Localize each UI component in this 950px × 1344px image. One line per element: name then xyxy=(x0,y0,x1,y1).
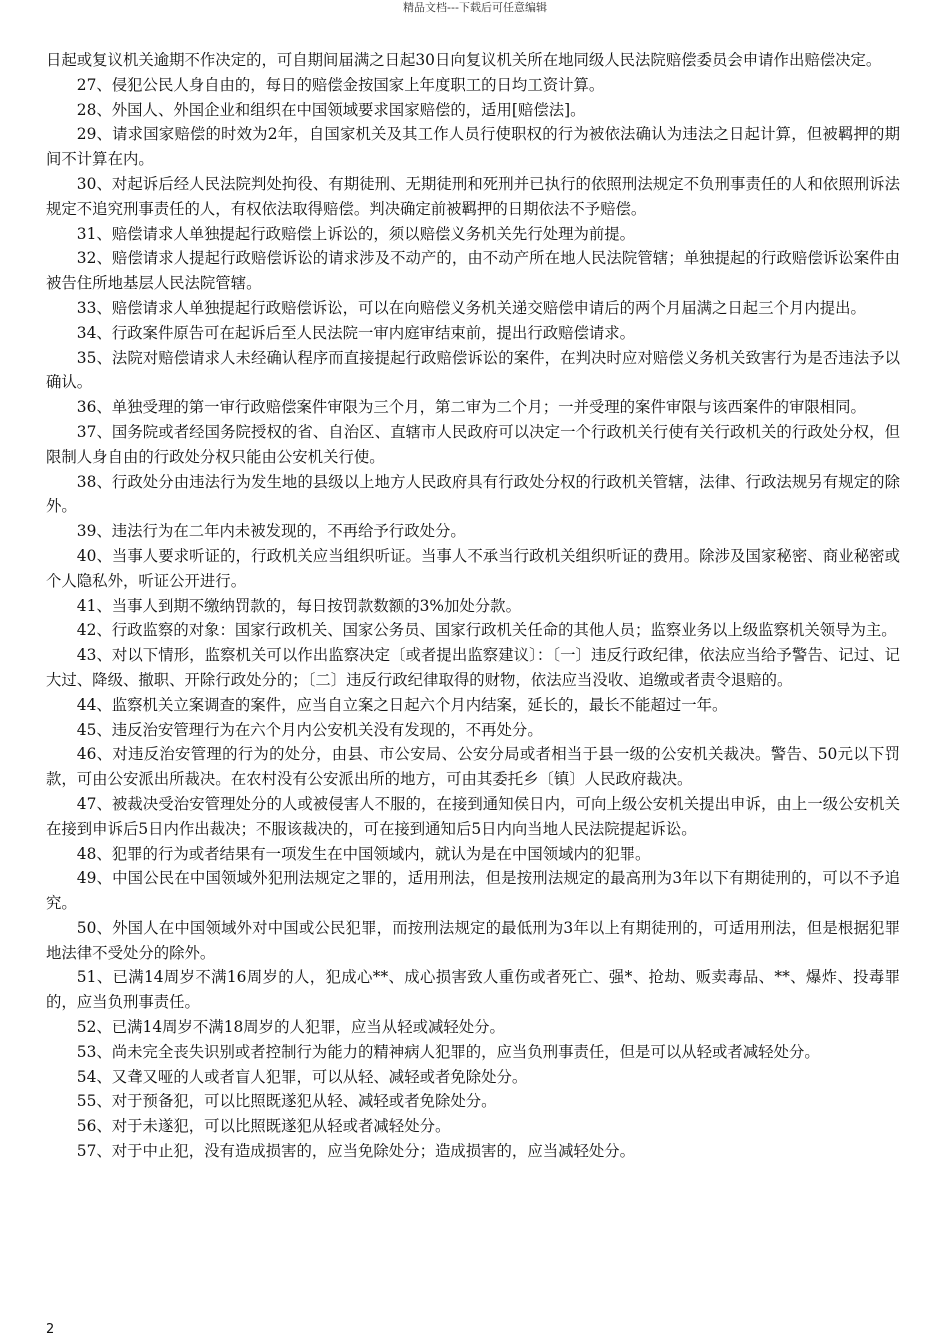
paragraph-continued: 日起或复议机关逾期不作决定的，可自期间届满之日起30日向复议机关所在地同级人民法院赔偿委员会申请作出赔偿决定。 xyxy=(46,51,882,69)
paragraph-27: 27、侵犯公民人身自由的，每日的赔偿金按国家上年度职工的日均工资计算。 xyxy=(76,75,605,94)
paragraph-54: 54、又聋又哑的人或者盲人犯罪，可以从轻、减轻或者免除处分。 xyxy=(76,1067,528,1086)
paragraph-32: 32、赔偿请求人提起行政赔偿诉讼的请求涉及不动产的，由不动产所在地人民法院管辖；单独提起的行政赔偿诉讼案件由被告住所地基层人民法院管辖。 xyxy=(46,249,900,293)
paragraph-46: 46、对违反治安管理的行为的处分，由县、市公安局、公安分局或者相当于县一级的公安机关裁决。警告、50元以下罚款，可由公安派出所裁决。在农村没有公安派出所的地方，可由其委托乡〔镇〕人民政府裁决。 xyxy=(46,745,900,789)
paragraph-45: 45、违反治安管理行为在六个月内公安机关没有发现的，不再处分。 xyxy=(76,720,543,739)
paragraph-49: 49、中国公民在中国领域外犯刑法规定之罪的，适用刑法，但是按刑法规定的最高刑为3年以下有期徒刑的，可以不予追究。 xyxy=(46,869,900,913)
paragraph-37: 37、国务院或者经国务院授权的省、自治区、直辖市人民政府可以决定一个行政机关行使有关行政机关的行政处分权，但限制人身自由的行政处分权只能由公安机关行使。 xyxy=(46,422,900,466)
paragraph-36: 36、单独受理的第一审行政赔偿案件审限为三个月，第二审为二个月；一并受理的案件审限与该西案件的审限相同。 xyxy=(76,398,866,417)
paragraph-29: 29、请求国家赔偿的时效为2年，自国家机关及其工作人员行使职权的行为被依法确认为违法之日起计算，但被羁押的期间不计算在内。 xyxy=(46,125,900,169)
paragraph-44: 44、监察机关立案调查的案件，应当自立案之日起六个月内结案，延长的，最长不能超过一年。 xyxy=(76,695,728,714)
paragraph-38: 38、行政处分由违法行为发生地的县级以上地方人民政府具有行政处分权的行政机关管辖，法律、行政法规另有规定的除外。 xyxy=(46,472,900,516)
paragraph-41: 41、当事人到期不缴纳罚款的，每日按罚款数额的3%加处分款。 xyxy=(76,596,521,615)
paragraph-43: 43、对以下情形，监察机关可以作出监察决定〔或者提出监察建议〕：〔一〕违反行政纪律，依法应当给予警告、记过、记大过、降级、撤职、开除行政处分的；〔二〕违反行政纪律取得的财物，依法应当没收、追缴或者责令退赔的。 xyxy=(46,646,900,689)
paragraph-48: 48、犯罪的行为或者结果有一项发生在中国领域内，就认为是在中国领域内的犯罪。 xyxy=(76,844,651,863)
paragraph-50: 50、外国人在中国领域外对中国或公民犯罪，而按刑法规定的最低刑为3年以上有期徒刑的，可适用刑法，但是根据犯罪地法律不受处分的除外。 xyxy=(46,918,900,962)
paragraph-55: 55、对于预备犯，可以比照既遂犯从轻、减轻或者免除处分。 xyxy=(76,1092,497,1111)
paragraph-53: 53、尚未完全丧失识别或者控制行为能力的精神病人犯罪的，应当负刑事责任，但是可以从轻或者减轻处分。 xyxy=(76,1042,820,1061)
paragraph-40: 40、当事人要求听证的，行政机关应当组织听证。当事人不承当行政机关组织听证的费用。除涉及国家秘密、商业秘密或个人隐私外，听证公开进行。 xyxy=(46,546,900,590)
paragraph-30: 30、对起诉后经人民法院判处拘役、有期徒刑、无期徒刑和死刑并已执行的依照刑法规定不负刑事责任的人和依照刑诉法规定不追究刑事责任的人，有权依法取得赔偿。判决确定前被羁押的日期依法不予赔偿。 xyxy=(46,174,900,218)
paragraph-56: 56、对于未遂犯，可以比照既遂犯从轻或者减轻处分。 xyxy=(76,1117,451,1136)
paragraph-57: 57、对于中止犯，没有造成损害的，应当免除处分；造成损害的，应当减轻处分。 xyxy=(76,1142,636,1161)
paragraph-28: 28、外国人、外国企业和组织在中国领域要求国家赔偿的，适用[赔偿法]。 xyxy=(76,100,586,119)
paragraph-42: 42、行政监察的对象：国家行政机关、国家公务员、国家行政机关任命的其他人员；监察业务以上级监察机关领导为主。 xyxy=(76,621,897,640)
paragraph-39: 39、违法行为在二年内未被发现的，不再给予行政处分。 xyxy=(76,522,466,541)
paragraph-47: 47、被裁决受治安管理处分的人或被侵害人不服的，在接到通知侯日内，可向上级公安机关提出申诉，由上一级公安机关在接到申诉后5日内作出裁决；不服该裁决的，可在接到通知后5日内向当地人民法院提起诉讼。 xyxy=(46,794,900,838)
page-header: 精品文档---下载后可任意编辑 xyxy=(403,1,547,14)
document-body xyxy=(46,48,900,1164)
paragraph-35: 35、法院对赔偿请求人未经确认程序而直接提起行政赔偿诉讼的案件，在判决时应对赔偿义务机关致害行为是否违法予以确认。 xyxy=(46,348,900,392)
paragraph-31: 31、赔偿请求人单独提起行政赔偿上诉讼的，须以赔偿义务机关先行处理为前提。 xyxy=(76,224,636,243)
paragraph-33: 33、赔偿请求人单独提起行政赔偿诉讼，可以在向赔偿义务机关递交赔偿申请后的两个月届满之日起三个月内提出。 xyxy=(76,298,866,317)
paragraph-34: 34、行政案件原告可在起诉后至人民法院一审内庭审结束前，提出行政赔偿请求。 xyxy=(76,323,636,342)
page-number: 2 xyxy=(46,1322,55,1337)
paragraph-52: 52、已满14周岁不满18周岁的人犯罪，应当从轻或减轻处分。 xyxy=(76,1018,505,1037)
paragraph-51: 51、已满14周岁不满16周岁的人，犯成心**、成心损害致人重伤或者死亡、强*、抢劫、贩卖毒品、**、爆炸、投毒罪的，应当负刑事责任。 xyxy=(46,968,900,1012)
